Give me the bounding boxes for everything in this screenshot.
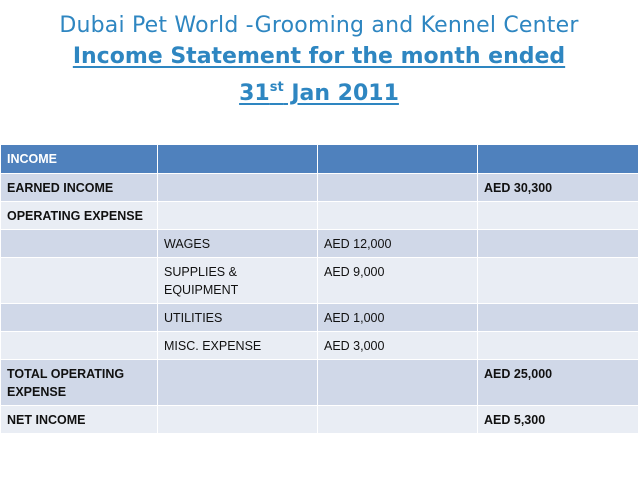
table-row-total-operating-expense xyxy=(1,360,638,406)
income-statement-table xyxy=(0,144,638,434)
table-cell: INCOME xyxy=(1,145,158,174)
table-cell xyxy=(478,145,638,174)
table-cell: MISC. EXPENSE xyxy=(158,332,318,360)
table-cell xyxy=(318,406,478,434)
table-cell: SUPPLIES & EQUIPMENT xyxy=(158,258,318,304)
table-cell: NET INCOME xyxy=(1,406,158,434)
table-cell xyxy=(158,202,318,230)
table-cell xyxy=(1,332,158,360)
table-cell xyxy=(158,360,318,406)
table-cell xyxy=(478,258,638,304)
table-row-earned-income xyxy=(1,174,638,202)
table-cell xyxy=(158,145,318,174)
table-cell: UTILITIES xyxy=(158,304,318,332)
table-cell: TOTAL OPERATING EXPENSE xyxy=(1,360,158,406)
date-ordinal-suffix: st xyxy=(269,80,284,95)
table-cell: OPERATING EXPENSE xyxy=(1,202,158,230)
table-cell xyxy=(1,258,158,304)
table-row-income-header xyxy=(1,145,638,174)
table-row-supplies xyxy=(1,258,638,304)
table-row-operating-expense xyxy=(1,202,638,230)
table-row-misc-expense xyxy=(1,332,638,360)
table-cell xyxy=(478,230,638,258)
table-cell xyxy=(478,304,638,332)
table-cell: AED 30,300 xyxy=(478,174,638,202)
table-cell: AED 1,000 xyxy=(318,304,478,332)
table-cell: AED 12,000 xyxy=(318,230,478,258)
table-cell xyxy=(1,230,158,258)
table-cell xyxy=(478,202,638,230)
table-cell xyxy=(478,332,638,360)
table-cell: AED 9,000 xyxy=(318,258,478,304)
date-day: 31 xyxy=(239,81,270,106)
table-cell: EARNED INCOME xyxy=(1,174,158,202)
table-row-wages xyxy=(1,230,638,258)
table-cell xyxy=(1,304,158,332)
date-month-year: Jan 2011 xyxy=(283,81,399,106)
table-cell: AED 25,000 xyxy=(478,360,638,406)
table-cell xyxy=(158,406,318,434)
statement-date xyxy=(0,72,638,109)
table-cell xyxy=(158,174,318,202)
table-cell xyxy=(318,145,478,174)
company-name: Dubai Pet World -Grooming and Kennel Center xyxy=(59,13,579,38)
table-row-utilities xyxy=(1,304,638,332)
statement-title: Income Statement for the month ended xyxy=(72,44,566,69)
table-cell: AED 5,300 xyxy=(478,406,638,434)
table-cell xyxy=(318,360,478,406)
table-cell: AED 3,000 xyxy=(318,332,478,360)
table-row-net-income xyxy=(1,406,638,434)
slide-title xyxy=(0,10,638,109)
table-cell xyxy=(318,174,478,202)
table-cell xyxy=(318,202,478,230)
table-cell: WAGES xyxy=(158,230,318,258)
